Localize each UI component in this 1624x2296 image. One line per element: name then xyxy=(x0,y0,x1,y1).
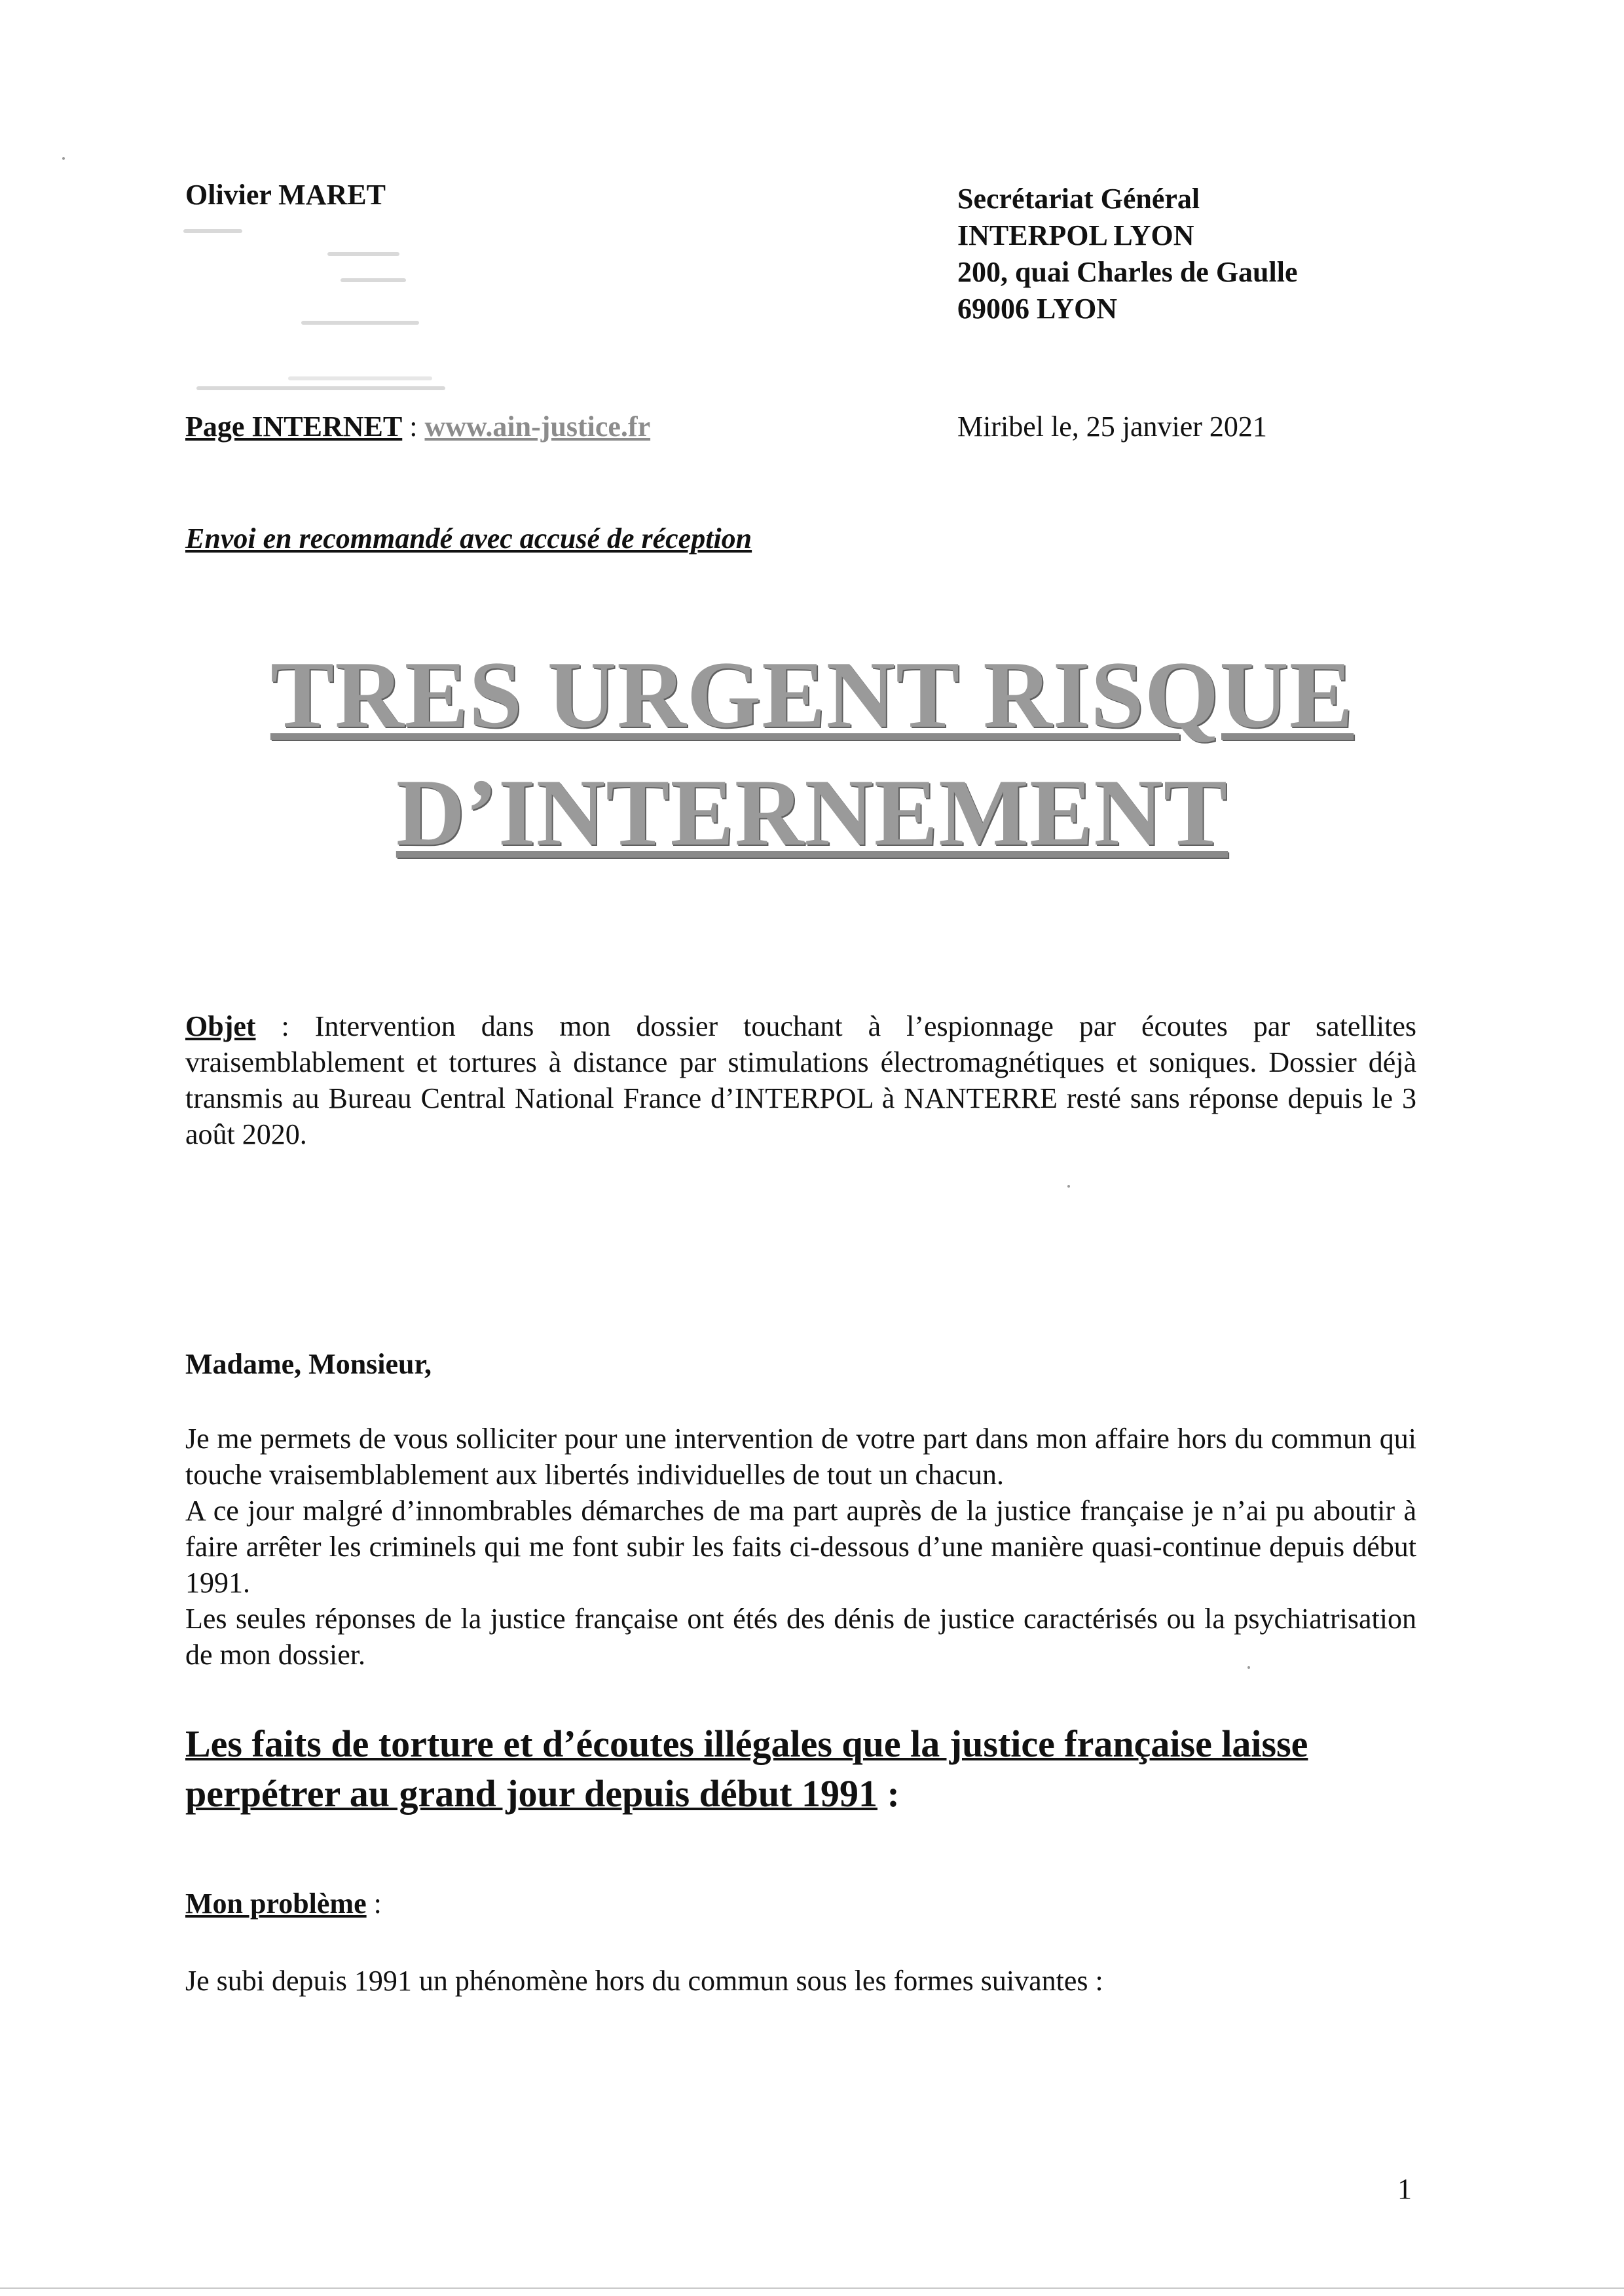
objet-separator: : xyxy=(255,1010,315,1042)
body-paragraph: Je me permets de vous solliciter pour une intervention de votre part dans mon affaire hors du commun qui touche vraisemblablement aux libertés individuelles de tout un chacun. xyxy=(185,1423,1416,1491)
website-link[interactable]: www.ain-justice.fr xyxy=(424,410,651,443)
date-line: Miribel le, 25 janvier 2021 xyxy=(957,410,1267,443)
objet-paragraph xyxy=(185,1008,1416,1152)
mailing-note: Envoi en recommandé avec accusé de réception xyxy=(185,522,752,555)
recipient-line: 69006 LYON xyxy=(957,293,1118,325)
recipient-line: INTERPOL LYON xyxy=(957,219,1194,251)
sender-name: Olivier MARET xyxy=(185,179,386,211)
probleme-suffix: : xyxy=(366,1887,382,1920)
section-heading-text: Les faits de torture et d’écoutes illégales que la justice française laisse perpétrer au grand jour depuis début 1991 xyxy=(185,1722,1308,1815)
recipient-line: 200, quai Charles de Gaulle xyxy=(957,256,1298,288)
website-line xyxy=(185,409,650,445)
objet-text: Intervention dans mon dossier touchant à l’espionnage par écoutes par satellites vraisemblablement et tortures à distance par stimulations électromagnétiques et soniques. Dossier déjà transmis au Bureau Central National France d’INTERPOL à NANTERRE resté sans réponse depuis le 3 août 2020. xyxy=(185,1010,1416,1150)
website-label: Page INTERNET xyxy=(185,410,403,443)
intro-line: Je subi depuis 1991 un phénomène hors du commun sous les formes suivantes : xyxy=(185,1965,1103,1997)
website-separator: : xyxy=(402,410,425,443)
body-paragraph: Les seules réponses de la justice française ont étés des dénis de justice caractérisés ou la psychiatrisation de mon dossier. xyxy=(185,1603,1416,1671)
letter-body xyxy=(185,1421,1416,1673)
urgent-title-line-2: D’INTERNEMENT xyxy=(396,759,1228,866)
scan-edge-line xyxy=(0,2287,1624,2289)
scan-speck xyxy=(1067,1185,1070,1188)
urgent-title-line-1: TRES URGENT RISQUE xyxy=(270,642,1354,748)
salutation: Madame, Monsieur, xyxy=(185,1348,432,1380)
scan-speck xyxy=(1247,1666,1250,1669)
page-number: 1 xyxy=(1397,2173,1412,2205)
body-paragraph: A ce jour malgré d’innombrables démarches de ma part auprès de la justice française je n’ai pu aboutir à faire arrêter les criminels qui me font subir les faits ci-dessous d’une manière quasi-continue depuis début 1991. xyxy=(185,1495,1416,1599)
probleme-label: Mon problème xyxy=(185,1887,367,1920)
probleme-heading xyxy=(185,1886,382,1922)
section-heading-suffix: : xyxy=(877,1772,900,1815)
recipient-line: Secrétariat Général xyxy=(957,183,1200,215)
objet-label: Objet xyxy=(185,1010,256,1042)
section-heading xyxy=(185,1719,1416,1819)
scan-speck xyxy=(62,157,65,160)
recipient-address xyxy=(957,181,1298,327)
